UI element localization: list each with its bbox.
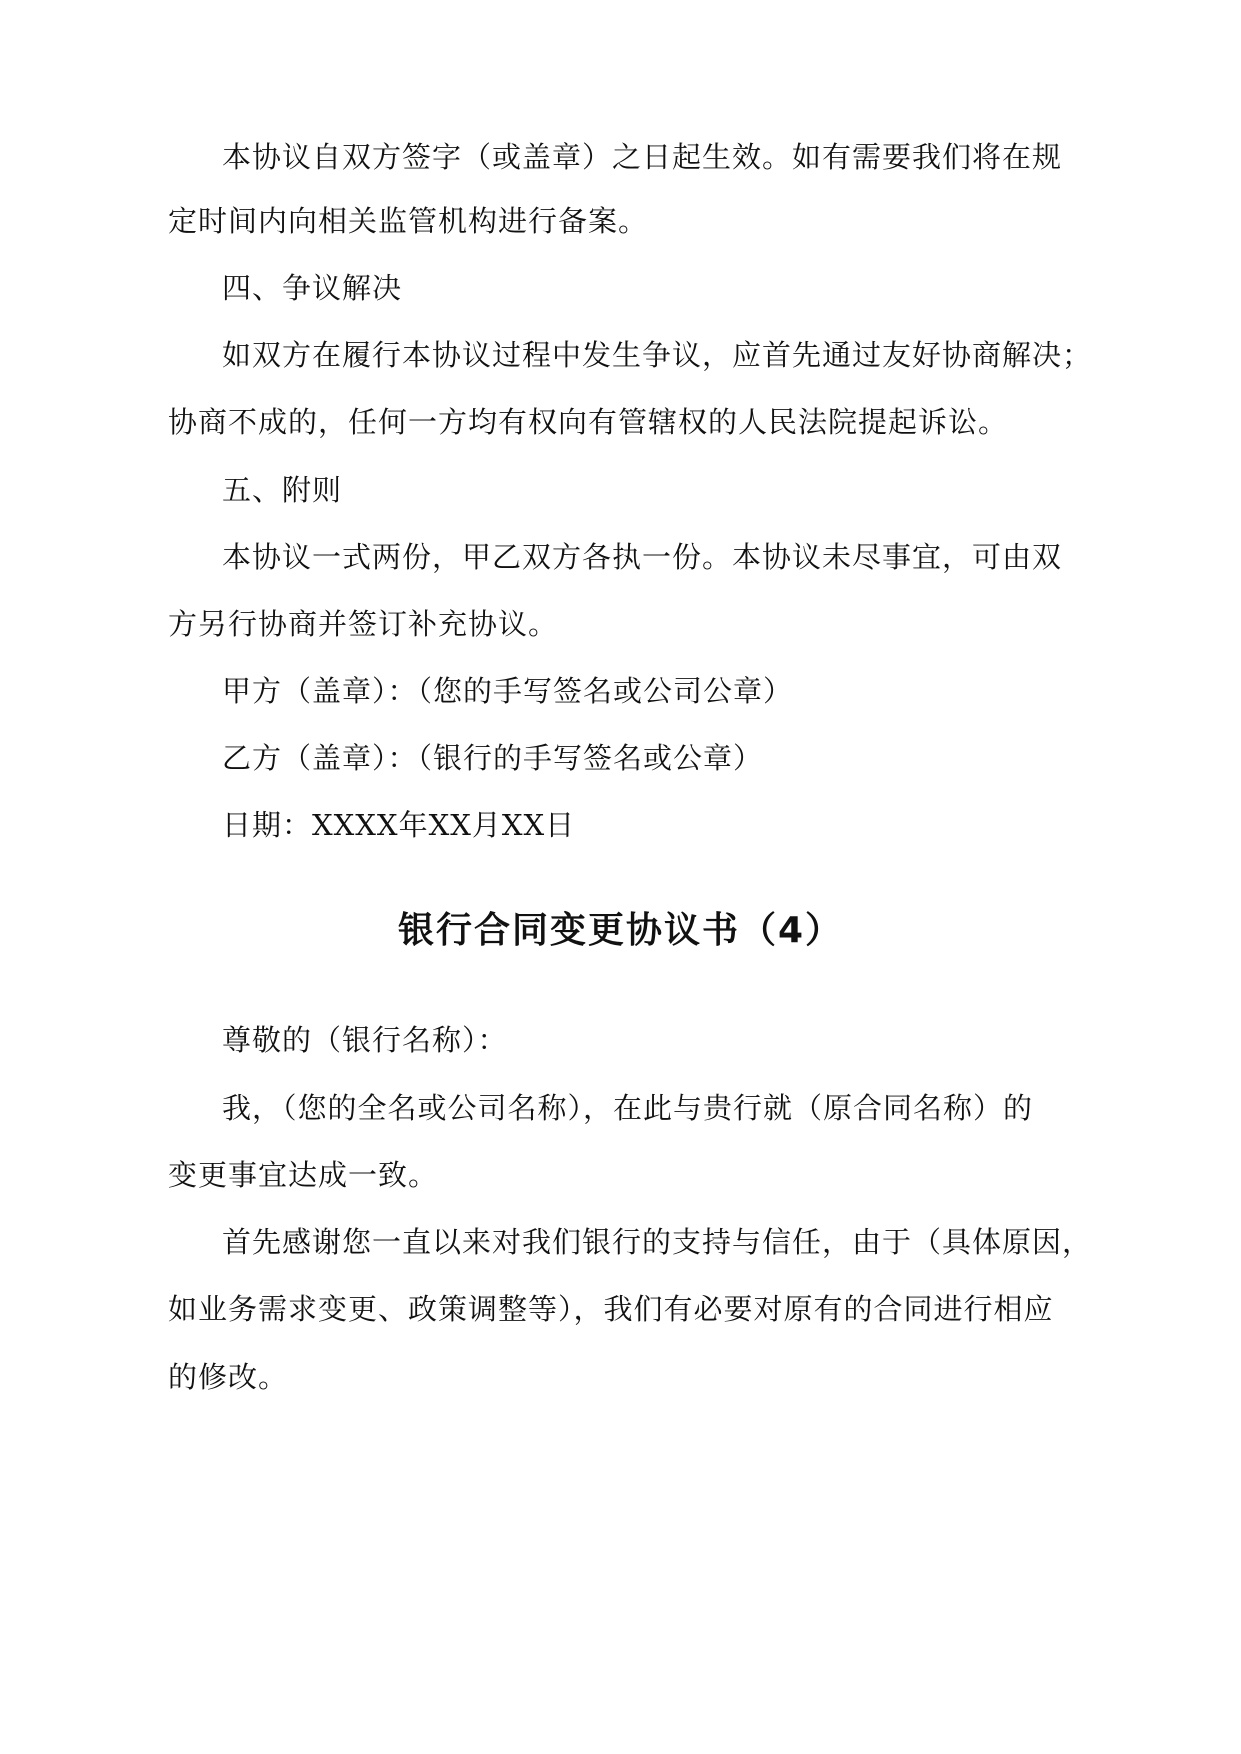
document-title: 银行合同变更协议书（4） bbox=[397, 910, 844, 951]
reason-paragraph-line-3: 的修改。 bbox=[168, 1360, 289, 1394]
reason-paragraph-line-1: 首先感谢您一直以来对我们银行的支持与信任，由于（具体原因， bbox=[222, 1225, 1093, 1259]
dispute-paragraph-line-2: 协商不成的，任何一方均有权向有管辖权的人民法院提起诉讼。 bbox=[168, 405, 1009, 439]
intro-paragraph-line-1: 我，（您的全名或公司名称），在此与贵行就（原合同名称）的 bbox=[222, 1091, 1034, 1125]
party-b-signature-line: 乙方（盖章）：（银行的手写签名或公章） bbox=[222, 741, 764, 775]
dispute-paragraph-line-1: 如双方在履行本协议过程中发生争议，应首先通过友好协商解决； bbox=[222, 338, 1093, 372]
intro-paragraph-line-2: 变更事宜达成一致。 bbox=[168, 1158, 439, 1192]
appendix-paragraph-line-1: 本协议一式两份，甲乙双方各执一份。本协议未尽事宜，可由双 bbox=[222, 540, 1063, 574]
party-a-signature-line: 甲方（盖章）：（您的手写签名或公司公章） bbox=[222, 674, 794, 708]
effect-paragraph-line-2: 定时间内向相关监管机构进行备案。 bbox=[168, 204, 649, 238]
reason-paragraph-line-2: 如业务需求变更、政策调整等），我们有必要对原有的合同进行相应 bbox=[168, 1292, 1054, 1326]
date-line: 日期：XXXX年XX月XX日 bbox=[222, 808, 576, 842]
salutation-line: 尊敬的（银行名称）： bbox=[222, 1023, 508, 1057]
effect-paragraph-line-1: 本协议自双方签字（或盖章）之日起生效。如有需要我们将在规 bbox=[222, 140, 1063, 174]
appendix-paragraph-line-2: 方另行协商并签订补充协议。 bbox=[168, 607, 559, 641]
section-five-heading: 五、附则 bbox=[222, 473, 343, 507]
section-four-heading: 四、争议解决 bbox=[222, 271, 403, 305]
